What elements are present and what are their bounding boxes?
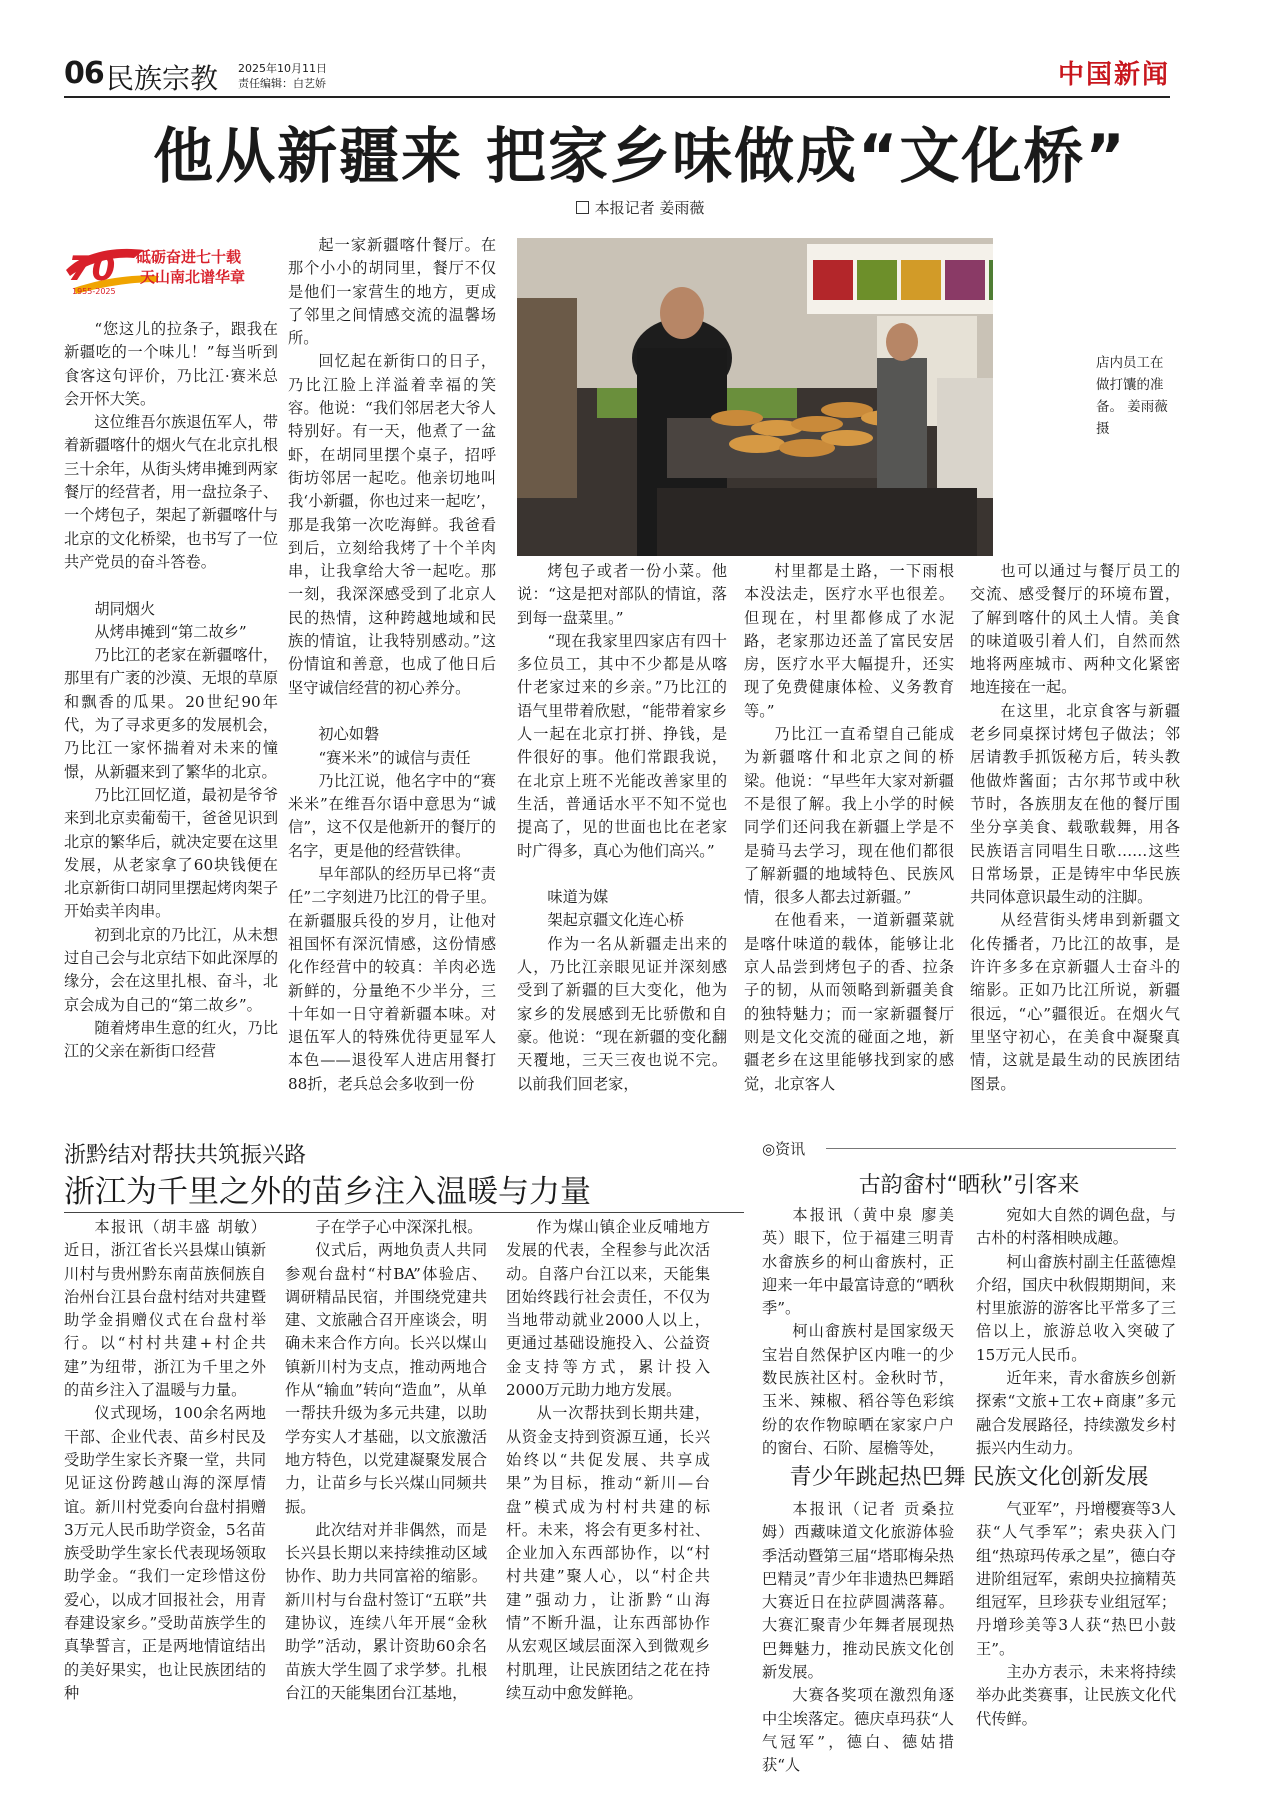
paragraph: 气亚军”，丹增樱赛等3人获“人气季军”；索央获入门组“热琼玛传承之星”，德白夺进阶组冠军，索朗央拉摘精英组冠军，旦珍获专业组冠军；丹增珍美等3人获“热巴小鼓王”。 (976, 1500, 1176, 1658)
paragraph: 随着烤串生意的红火，乃比江的父亲在新街口经营 (64, 1018, 278, 1061)
subheading: 子在学子心中深深扎根。 (315, 1218, 483, 1236)
paragraph: 初到北京的乃比江，从未想过自己会与北京结下如此深厚的缘分，会在这里扎根、奋斗，北京会成为自己的“第二故乡”。 (64, 925, 278, 1014)
feature-column-2 (288, 234, 496, 1096)
gu-column-1 (762, 1204, 954, 1460)
youth-article-title: 青少年跳起热巴舞 民族文化创新发展 (789, 1465, 1149, 1490)
page-number: 06 (64, 56, 104, 91)
paragraph: 柯山畲族村是国家级天宝岩自然保护区内唯一的少数民族社区村。金秋时节，玉米、辣椒、稻谷等色彩缤纷的农作物晾晒在家家户户的窗台、石阶、屋檐等处， (762, 1322, 954, 1457)
paragraph: 仪式现场，100余名两地干部、企业代表、苗乡村民及受助学生家长齐聚一堂，共同见证这份跨越山海的深厚情谊。新川村党委向台盘村捐赠3万元人民币助学资金，5名苗族受助学生家长代表现场领取助学金。“我们一定珍惜这份爱心，以成才回报社会，用青春建设家乡。”受助苗族学生的真挚誓言，正是两地情谊结出的美好果实，也让民族团结的种 (64, 1404, 266, 1702)
feature-headline: 他从新疆来 把家乡味做成“文化桥” (153, 122, 1127, 192)
paragraph: “现在我家里四家店有四十多位员工，其中不少都是从喀什老家过来的乡亲。”乃比江的语气里带着欣慰，“能带着家乡人一起在北京打拼、挣钱，是件很好的事。他们常跟我说，在北京上班不光能改善家里的生活，普通话水平不知不觉也提高了，见的世面也比在老家时广得多，真心为他们高兴。” (517, 631, 727, 860)
newspaper-brand: 中国新闻 (1057, 60, 1170, 90)
paragraph: 也可以通过与餐厅员工的交流、感受餐厅的环境布置，了解到喀什的风土人情。美食的味道吸引着人们，自然而然地将两座城市、两种文化紧密地连接在一起。 (970, 562, 1180, 697)
paragraph: 此次结对并非偶然，而是长兴县长期以来持续推动区域协作、助力共同富裕的缩影。新川村与台盘村签订“五联”共建协议，连续八年开展“金秋助学”活动，累计资助60余名苗族大学生圆了求学梦。扎根台江的天能集团台江基地， (285, 1520, 487, 1702)
paragraph: 作为煤山镇企业反哺地方发展的代表，全程参与此次活动。自落户台江以来，天能集团始终践行社会责任，不仅为当地带动就业2000人以上，更通过基础设施投入、公益资金支持等方式，累计投入2000万元助力地方发展。 (506, 1218, 710, 1400)
paragraph: 烤包子或者一份小菜。他说：“这是把对部队的情谊，落到每一盘菜里。” (517, 562, 727, 627)
paragraph: 近年来，青水畲族乡创新探索“文旅+工农+商康”多元融合发展路径，持续激发乡村振兴内生动力。 (976, 1369, 1176, 1457)
paragraph: 主办方表示，未来将持续举办此类赛事，让民族文化代代传鲜。 (976, 1663, 1176, 1728)
logo-slogan-2: 天山南北谱华章 (140, 268, 246, 286)
paragraph: 本报讯（胡丰盛 胡敏）近日，浙江省长兴县煤山镇新川村与贵州黔东南苗族侗族自治州台江县台盘村结对共建暨助学金捐赠仪式在台盘村举行。以“村村共建+村企共建”为纽带，浙江为千里之外的苗乡注入了温暖与力量。 (64, 1218, 266, 1400)
paragraph: 乃比江一直希望自己能成为新疆喀什和北京之间的桥梁。他说：“早些年大家对新疆不是很了解。我上小学的时候同学们还问我在新疆上学是不是骑马去学习，现在他们都很了解新疆的地域特色、民族风情，很多人都去过新疆。” (744, 725, 954, 907)
info-label: 资讯 (775, 1140, 806, 1158)
subheading: “赛米米”的诚信与责任 (318, 748, 471, 767)
paragraph: 回忆起在新街口的日子，乃比江脸上洋溢着幸福的笑容。他说：“我们邻居老大爷人特别好。有一天，他煮了一盆虾，在胡同里摆个桌子，招呼街坊邻居一起吃。他亲切地叫我‘小新疆，你也过来一起吃’，那是我第一次吃海鲜。我爸看到后，立刻给我烤了十个羊肉串，让我拿给大爷一起吃。那一刻，我深深感受到了北京人民的热情，这种跨越地域和民族的情谊，让我特别感动。”这份情谊和善意，也成了他日后坚守诚信经营的初心养分。 (288, 352, 496, 697)
paragraph: 在他看来，一道新疆菜就是喀什味道的载体，能够让北京人品尝到烤包子的香、拉条子的韧，从而领略到新疆美食的独特魅力；而一家新疆餐厅则是文化交流的碰面之地，新疆老乡在这里能够找到家的感觉，北京客人 (744, 911, 954, 1093)
section-name: 民族宗教 (106, 62, 219, 95)
paragraph: 本报讯（黄中泉 廖美英）眼下，位于福建三明青水畲族乡的柯山畲族村，正迎来一年中最富诗意的“晒秋季”。 (762, 1206, 954, 1318)
logo-number: 70 (68, 249, 116, 289)
gu-article-title: 古韵畲村“晒秋”引客来 (858, 1173, 1080, 1198)
paragraph: 早年部队的经历早已将“责任”二字刻进乃比江的骨子里。在新疆服兵役的岁月，让他对祖国怀有深沉情感，这份情感化作经营中的较真：羊肉必选新鲜的，分量绝不少半分，三十年如一日守着新疆本味。对退伍军人的特殊优待更显军人本色——退役军人进店用餐打88折，老兵总会多收到一份 (288, 865, 496, 1093)
paragraph: 在这里，北京食客与新疆老乡同桌探讨烤包子做法；邻居请教手抓饭秘方后，转头教他做炸酱面；古尔邦节或中秋节时，各族朋友在他的餐厅围坐分享美食、载歌载舞，用各民族语言同唱生日歌……这些日常场景，正是铸牢中华民族共同体意识最生动的注脚。 (970, 701, 1180, 907)
paragraph: 作为一名从新疆走出来的人，乃比江亲眼见证并深刻感受到了新疆的巨大变化，他为家乡的发展感到无比骄傲和自豪。他说：“现在新疆的变化翻天覆地，三天三夜也说不完。以前我们回老家， (517, 934, 727, 1093)
subheading: 架起京疆文化连心桥 (547, 911, 685, 930)
gu-column-2 (976, 1204, 1176, 1460)
feature-photo (517, 238, 993, 556)
paragraph: 本报讯（记者 贡桑拉姆）西藏味道文化旅游体验季活动暨第三届“塔耶梅朵热巴精灵”青少年非遗热巴舞蹈大赛近日在拉萨圆满落幕。大赛汇聚青少年舞者展现热巴舞魅力，推动民族文化创新发展。 (762, 1500, 954, 1682)
byline-box-icon (576, 201, 589, 214)
paragraph: 柯山畲族村副主任蓝德煌介绍，国庆中秋假期期间，来村里旅游的游客比平常多了三倍以上，旅游总收入突破了15万元人民币。 (976, 1252, 1176, 1364)
logo-slogan-1: 砥砺奋进七十载 (136, 248, 242, 266)
paragraph-gap (64, 574, 278, 597)
info-rule (826, 1148, 1176, 1149)
subheading: 初心如磐 (318, 725, 380, 744)
bakery-photo-illustration (517, 238, 993, 556)
zhejiang-rule (64, 1212, 744, 1213)
paragraph: “您这儿的拉条子，跟我在新疆吃的一个味儿！”每当听到食客这句评价，乃比江·赛米总会开怀大笑。 (64, 320, 278, 408)
header-rule (64, 96, 1170, 98)
page-header (64, 54, 1170, 98)
anniversary-logo (64, 240, 278, 298)
feature-column-3 (517, 560, 727, 1096)
paragraph: 宛如大自然的调色盘，与古朴的村落相映成趣。 (976, 1206, 1176, 1248)
paragraph: 村里都是土路，一下雨根本没法走，医疗水平也很差。但现在，村里都修成了水泥路，老家那边还盖了富民安居房，医疗水平大幅提升，还实现了免费健康体检、义务教育等。” (744, 562, 954, 720)
youth-column-1 (762, 1498, 954, 1778)
zhejiang-column-2 (285, 1216, 487, 1705)
zhejiang-column-3 (506, 1216, 710, 1705)
info-section-tag (762, 1138, 805, 1159)
zhejiang-kicker: 浙黔结对帮扶共筑振兴路 (64, 1143, 307, 1168)
paragraph: 从经营街头烤串到新疆文化传播者，乃比江的故事，是许许多多在京新疆人士奋斗的缩影。正如乃比江所说，新疆很远，“心”疆很近。在烟火气里坚守初心，在美食中凝聚真情，这就是最生动的民族团结图景。 (970, 911, 1180, 1093)
feature-column-4 (744, 560, 954, 1096)
subheading: 味道为媒 (547, 888, 609, 907)
info-target-icon: ◎ (762, 1140, 776, 1158)
paragraph: 这位维吾尔族退伍军人，带着新疆喀什的烟火气在北京扎根三十余年，从街头烤串摊到两家餐厅的经营者，用一盘拉条子、一个烤包子，架起了新疆喀什与北京的文化桥梁，也书写了一位共产党员的奋斗答卷。 (64, 413, 278, 571)
feature-column-5 (970, 560, 1180, 1096)
subheading: 胡同烟火 (94, 599, 156, 618)
paragraph: 乃比江的老家在新疆喀什，那里有广袤的沙漠、无垠的草原和飘香的瓜果。20世纪90年代，为了寻求更多的发展机会，乃比江一家怀揣着对未来的憧憬，从新疆来到了繁华的北京。 (64, 646, 278, 781)
paragraph: 乃比江回忆道，最初是爷爷来到北京卖葡萄干，爸爸见识到北京的繁华后，就决定要在这里发展，从老家拿了60块钱便在北京新街口胡同里摆起烤肉架子开始卖羊肉串。 (64, 785, 278, 921)
zhejiang-title: 浙江为千里之外的苗乡注入温暖与力量 (64, 1174, 591, 1210)
zhejiang-column-1 (64, 1216, 266, 1705)
paragraph-gap (517, 863, 727, 886)
paragraph: 从一次帮扶到长期共建，从资金支持到资源互通，长兴始终以“共促发展、共享成果”为目标，推动“新川—台盘”模式成为村村共建的标杆。未来，将会有更多村社、企业加入东西部协作，以“村村共建”聚人心，以“村企共建”强动力，让浙黔“山海情”不断升温，让东西部协作从宏观区域层面深入到微观乡村肌理，让民族团结之花在持续互动中愈发鲜艳。 (506, 1404, 710, 1702)
feature-column-1 (64, 318, 278, 1064)
paragraph: 乃比江说，他名字中的“赛米米”在维吾尔语中意思为“诚信”，这不仅是他新开的餐厅的名字，更是他的经营铁律。 (288, 771, 496, 860)
subheading: 从烤串摊到“第二故乡” (94, 622, 247, 641)
anniversary-emblem-icon (64, 240, 278, 298)
paragraph: 大赛各奖项在激烈角逐中尘埃落定。德庆卓玛获“人气冠军”，德白、德姑措获“人 (762, 1686, 954, 1775)
youth-column-2 (976, 1498, 1176, 1731)
feature-byline (0, 197, 1280, 218)
paragraph: 仪式后，两地负责人共同参观台盘村“村BA”体验店、调研精品民宿，并围绕党建共建、文旅融合召开座谈会，明确未来合作方向。长兴以煤山镇新川村为支点，推动两地合作从“输血”转向“造血”，从单一帮扶升级为多元共建，以助学夯实人才基础，以文旅激活地方特色，以党建凝聚发展合力，让苗乡与长兴煤山同频共振。 (285, 1241, 487, 1516)
photo-caption: 店内员工在做打馕的准备。 姜雨薇 摄 (1096, 355, 1168, 437)
byline-text: 本报记者 姜雨薇 (594, 199, 705, 217)
logo-years: 1955-2025 (72, 287, 116, 296)
editor-credit: 责任编辑：白艺娇 (238, 77, 326, 90)
issue-date: 2025年10月11日 (238, 62, 327, 75)
paragraph-gap (288, 700, 496, 723)
paragraph: 起一家新疆喀什餐厅。在那个小小的胡同里，餐厅不仅是他们一家营生的地方，更成了邻里之间情感交流的温馨场所。 (288, 236, 496, 348)
